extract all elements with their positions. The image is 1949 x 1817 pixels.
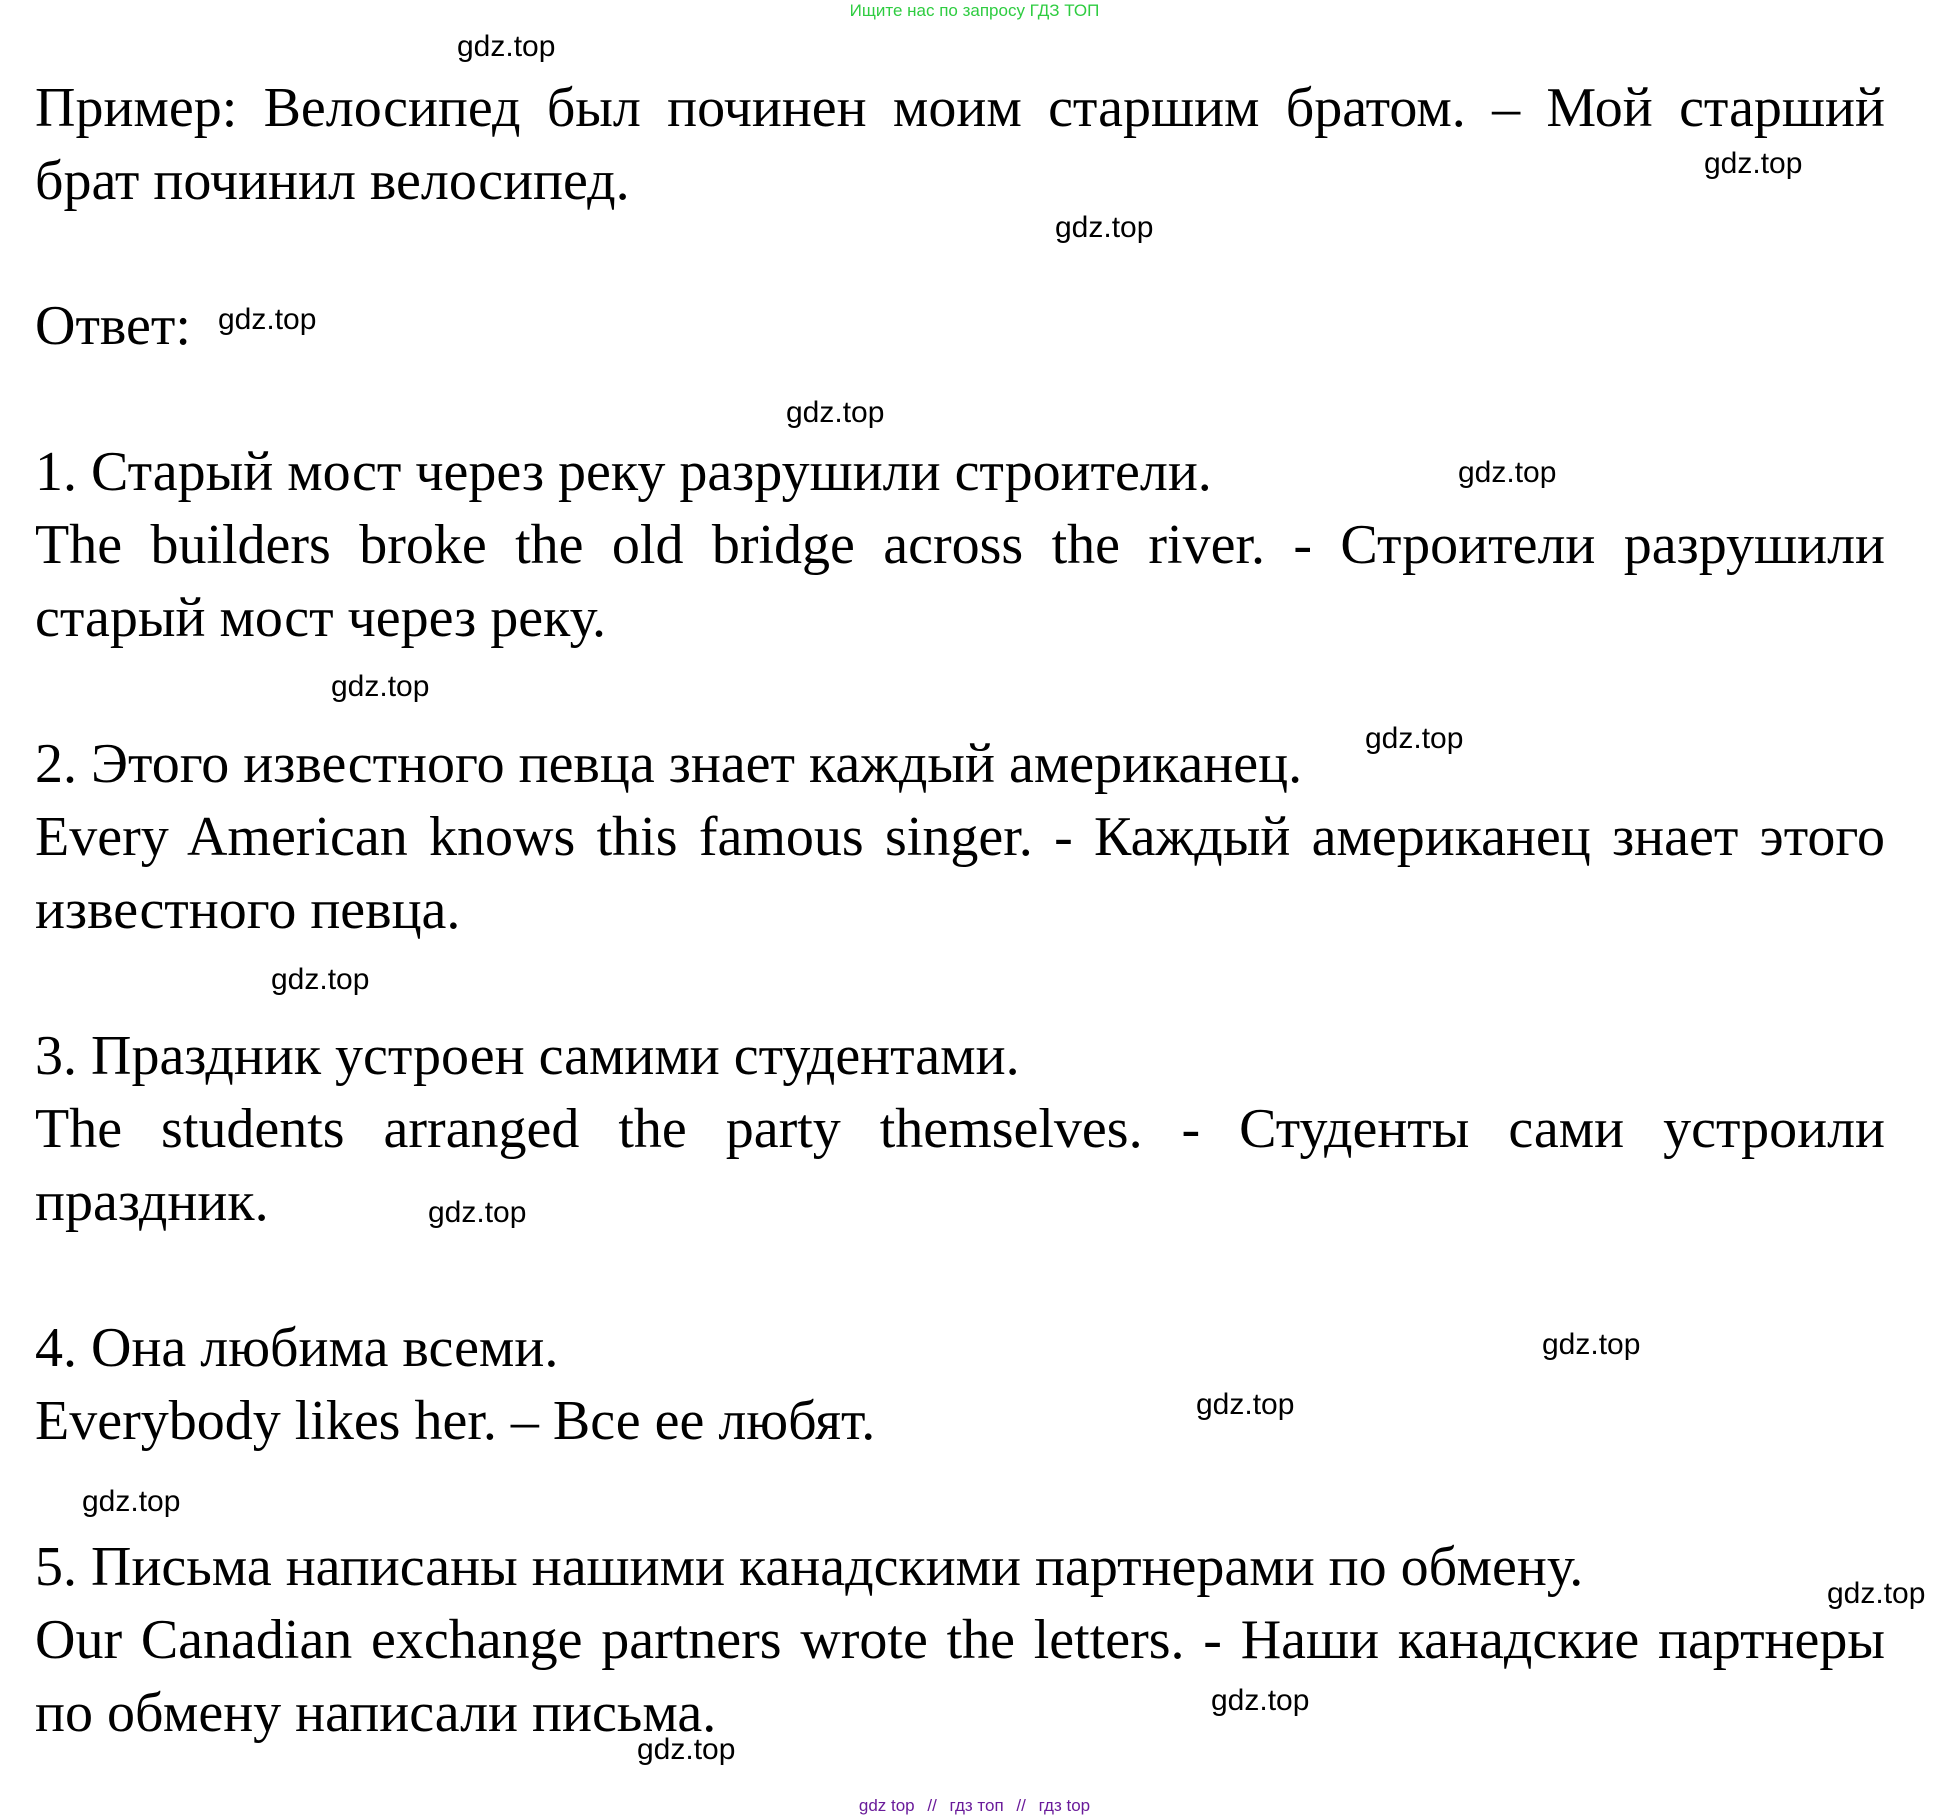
example-line-1: Пример: Велосипед был починен моим старшим братом. – Мой старший <box>35 77 1885 139</box>
watermark: gdz.top <box>1458 456 1557 489</box>
watermark: gdz.top <box>331 670 430 703</box>
item-4-translation-line-1: Everybody likes her. – Все ее любят. <box>35 1390 876 1452</box>
footer <box>0 1795 1949 1817</box>
watermark: gdz.top <box>457 30 556 63</box>
answer-label: Ответ: <box>35 295 191 357</box>
item-3-translation-line-1: The students arranged the party themselves. - Студенты сами устроили <box>35 1098 1885 1160</box>
item-1-translation-line-1: The builders broke the old bridge across the river. - Строители разрушили <box>35 514 1885 576</box>
watermark: gdz.top <box>1211 1684 1310 1717</box>
item-1-translation-line-2: старый мост через реку. <box>35 587 606 649</box>
top-banner: Ищите нас по запросу ГДЗ ТОП <box>849 1 1100 20</box>
item-2-russian: 2. Этого известного певца знает каждый американец. <box>35 733 1303 795</box>
watermark: gdz.top <box>786 396 885 429</box>
watermark: gdz.top <box>1365 722 1464 755</box>
item-5-translation-line-2: по обмену написали письма. <box>35 1682 717 1744</box>
watermark: gdz.top <box>1055 211 1154 244</box>
watermark: gdz.top <box>428 1196 527 1229</box>
footer-separator: // <box>927 1796 937 1815</box>
watermark: gdz.top <box>1542 1328 1641 1361</box>
footer-link-1[interactable]: gdz top <box>858 1796 915 1815</box>
item-5-translation-line-1: Our Canadian exchange partners wrote the letters. - Наши канадские партнеры <box>35 1609 1885 1671</box>
watermark: gdz.top <box>637 1733 736 1766</box>
footer-link-3[interactable]: гдз top <box>1038 1796 1091 1815</box>
watermark: gdz.top <box>1827 1577 1926 1610</box>
watermark: gdz.top <box>218 303 317 336</box>
watermark: gdz.top <box>1704 147 1803 180</box>
watermark: gdz.top <box>271 963 370 996</box>
watermark: gdz.top <box>82 1485 181 1518</box>
example-line-2: брат починил велосипед. <box>35 150 630 212</box>
footer-separator: // <box>1016 1796 1026 1815</box>
item-5-russian: 5. Письма написаны нашими канадскими партнерами по обмену. <box>35 1536 1584 1598</box>
item-3-russian: 3. Праздник устроен самими студентами. <box>35 1025 1020 1087</box>
footer-link-2[interactable]: гдз топ <box>949 1796 1004 1815</box>
watermark: gdz.top <box>1196 1388 1295 1421</box>
item-1-russian: 1. Старый мост через реку разрушили строители. <box>35 441 1212 503</box>
item-2-translation-line-2: известного певца. <box>35 879 461 941</box>
item-2-translation-line-1: Every American knows this famous singer. - Каждый американец знает этого <box>35 806 1885 868</box>
item-4-russian: 4. Она любима всеми. <box>35 1317 559 1379</box>
item-3-translation-line-2: праздник. <box>35 1171 269 1233</box>
